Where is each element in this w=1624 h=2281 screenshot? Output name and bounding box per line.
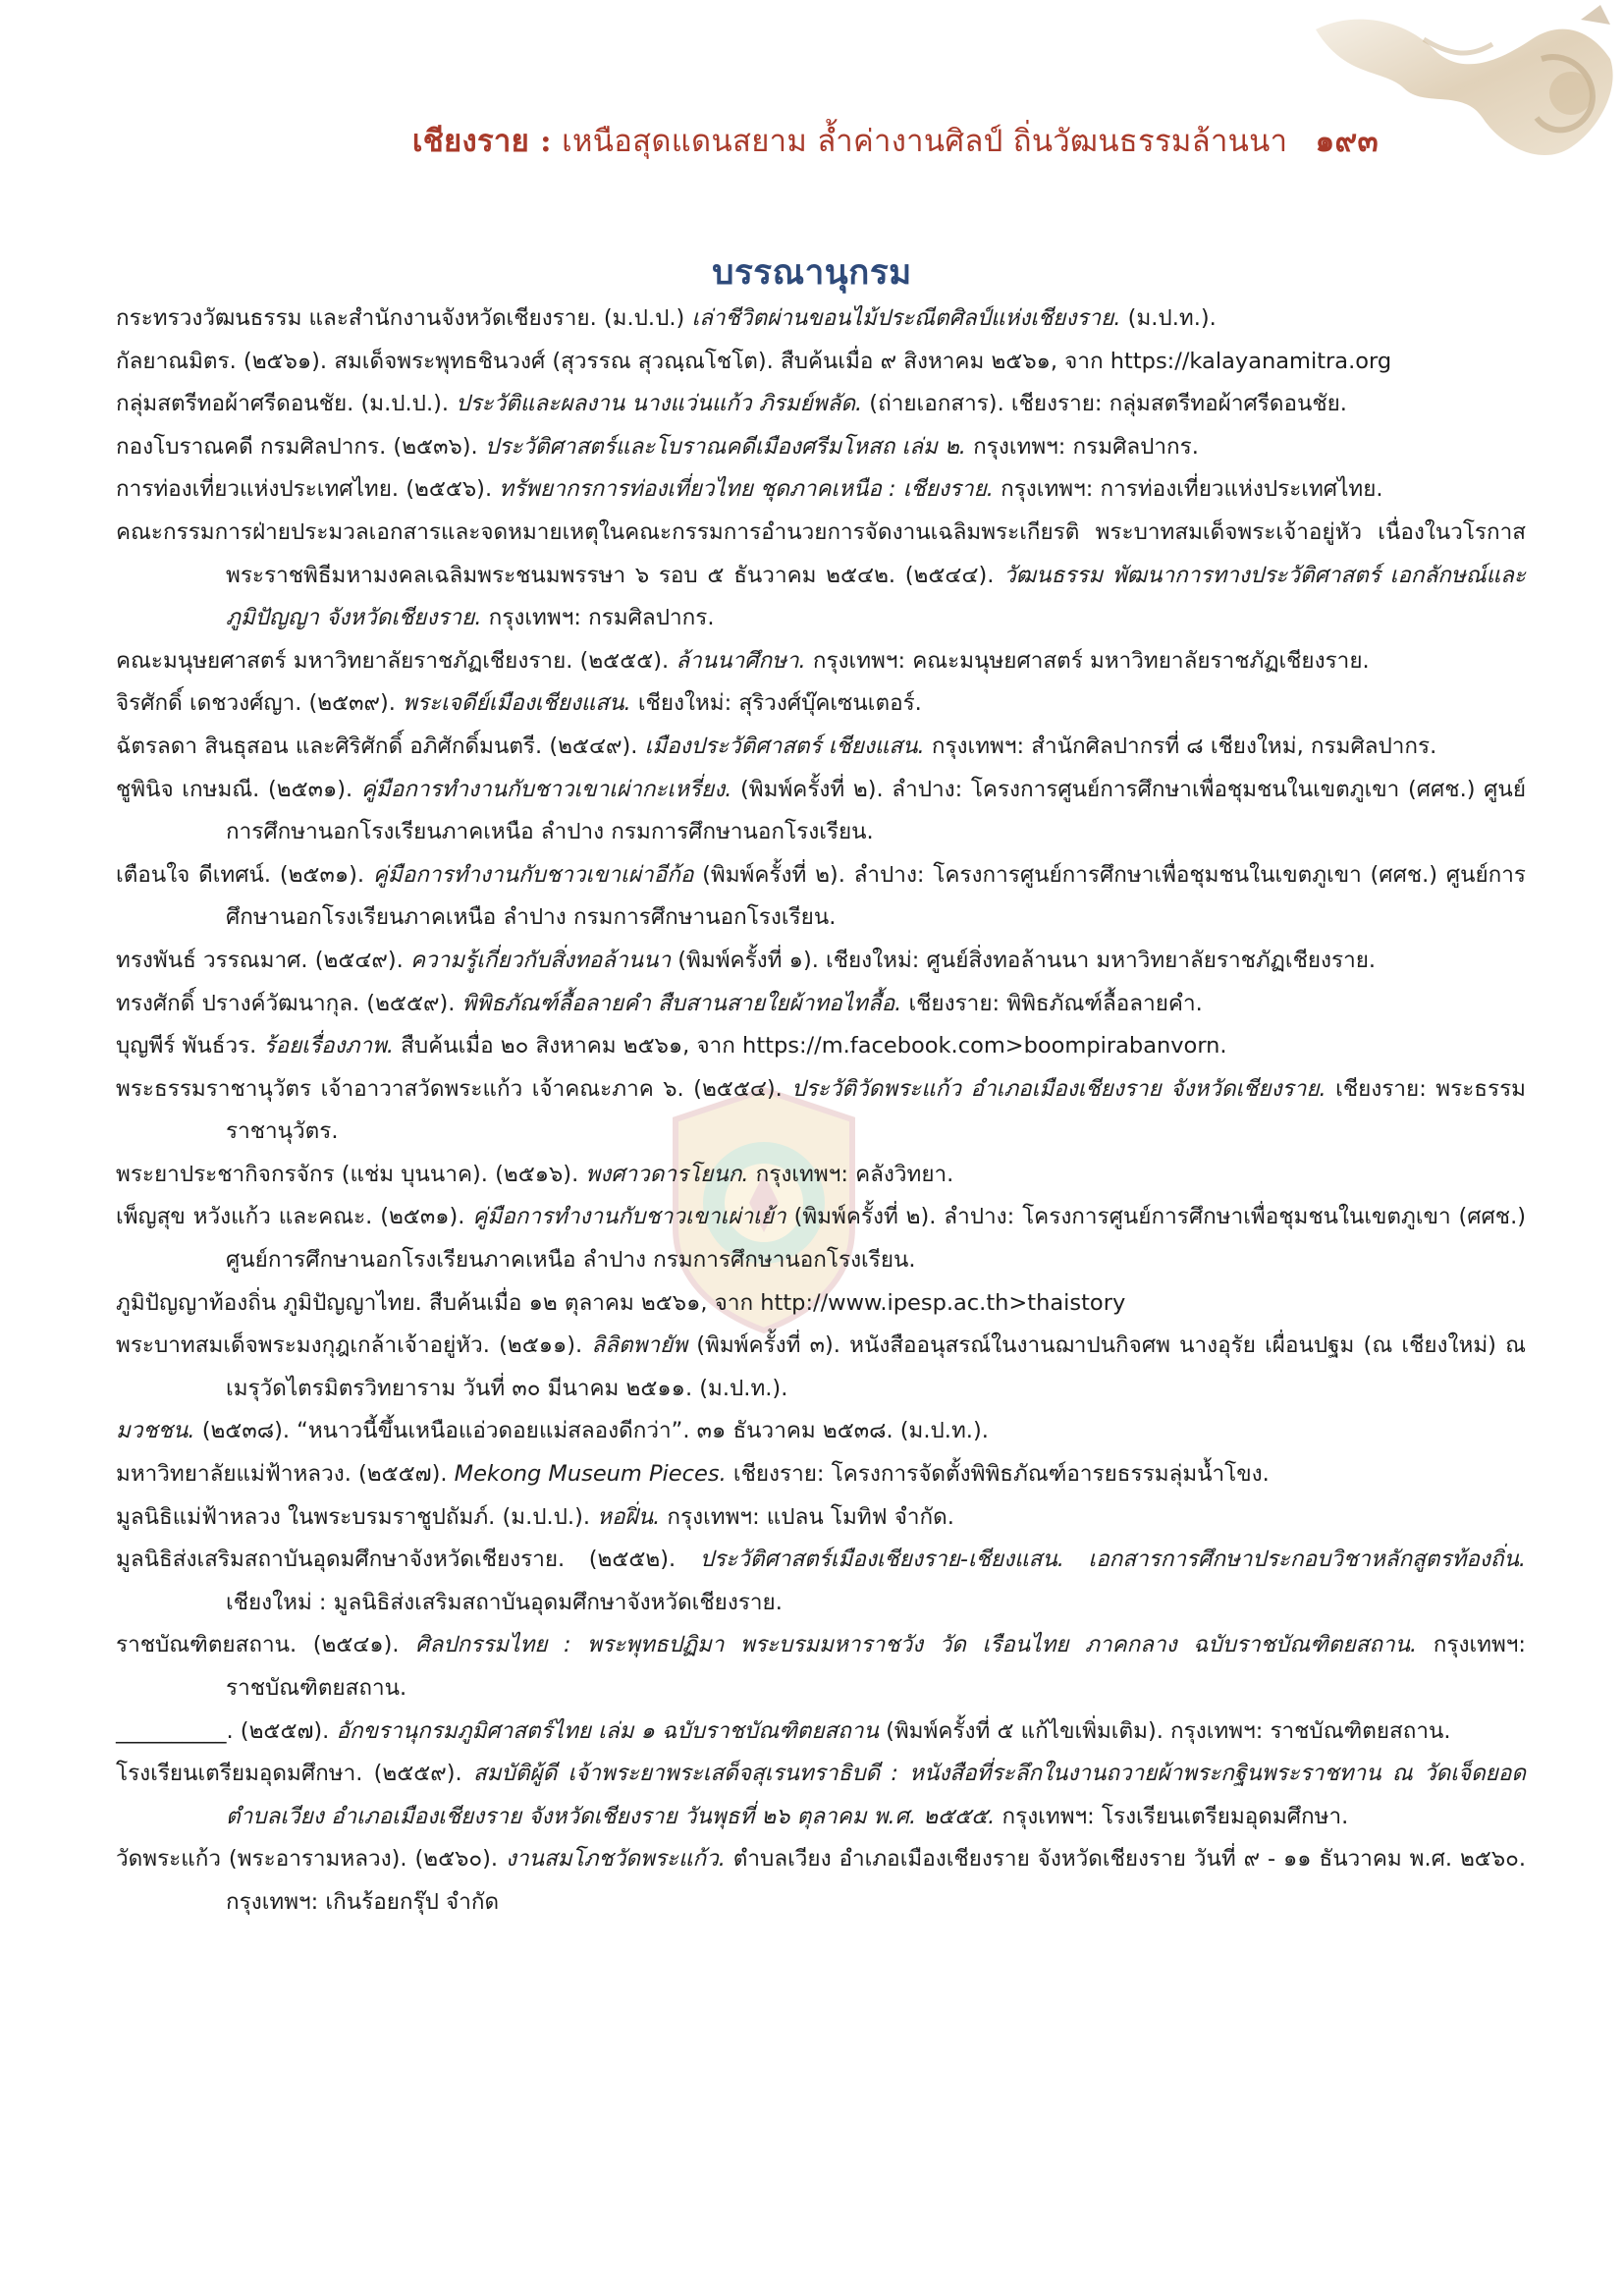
ref-text-after: (๒๕๓๘). “หนาวนี้ขึ้นเหนือแอ่วดอยแม่สลองดีกว่า”. ๓๑ ธันวาคม ๒๕๓๘. (ม.ป.ท.). xyxy=(194,1418,989,1444)
ref-text-after: กรุงเทพฯ: ราชบัณฑิตยสถาน. xyxy=(226,1632,1527,1701)
ref-text-after: ตำบลเวียง อำเภอเมืองเชียงราย จังหวัดเชียงราย วันที่ ๙ - ๑๑ ธันวาคม พ.ศ. ๒๕๖๐. กรุงเทพฯ: เกินร้อยกรุ๊ป จำกัด xyxy=(226,1846,1526,1915)
ref-text-after: เชียงใหม่: สุริวงศ์บุ๊คเซนเตอร์. xyxy=(630,690,922,717)
reference-entry xyxy=(116,726,1526,769)
ref-text: ราชบัณฑิตยสถาน. (๒๕๔๑). xyxy=(116,1632,416,1658)
ref-text: ชูพินิจ เกษมณี. (๒๕๓๑). xyxy=(116,776,361,802)
reference-entry xyxy=(116,1753,1526,1838)
ref-title: Mekong Museum Pieces. xyxy=(454,1461,727,1488)
ref-text-after: กรุงเทพฯ: กรมศิลปากร. xyxy=(481,605,715,631)
reference-entry xyxy=(116,1453,1526,1496)
ref-text-after: (พิมพ์ครั้งที่ ๒). ลำปาง: โครงการศูนย์การศึกษาเพื่อชุมชนในเขตภูเขา (ศศช.) ศูนย์การศึกษานอกโรงเรียนภาคเหนือ ลำปาง กรมการศึกษานอกโรงเรียน. xyxy=(226,861,1526,931)
ref-title: ประวัติวัดพระแก้ว อำเภอเมืองเชียงราย จังหวัดเชียงราย. xyxy=(791,1075,1326,1102)
ref-text: เพ็ญสุข หวังแก้ว และคณะ. (๒๕๓๑). xyxy=(116,1204,473,1230)
ref-text: __________. (๒๕๕๗). xyxy=(116,1717,337,1744)
ref-title: พระเจดีย์เมืองเชียงแสน. xyxy=(403,690,631,717)
ref-title: สมบัติผู้ดี เจ้าพระยาพระเสด็จสุเรนทราธิบดี : หนังสือที่ระลึกในงานถวายผ้าพระกฐินพระราชทาน ณ วัดเจ็ดยอด ตำบลเวียง อำเภอเมืองเชียงราย จังหวัดเชียงราย วันพุธที่ ๒๖ ตุลาคม พ.ศ. ๒๕๕๕. xyxy=(226,1761,1526,1829)
ref-text: ทรงศักดิ์ ปรางค์วัฒนากุล. (๒๕๕๙). xyxy=(116,990,462,1016)
ref-text: คณะกรรมการฝ่ายประมวลเอกสารและจดหมายเหตุในคณะกรรมการอำนวยการจัดงานเฉลิมพระเกียรติ พระบาทสมเด็จพระเจ้าอยู่หัว เนื่องในวโรกาสพระราชพิธีมหามงคลเฉลิมพระชนมพรรษา ๖ รอบ ๕ ธันวาคม ๒๕๔๒. (๒๕๔๔). xyxy=(116,518,1526,588)
ref-text-after: กรุงเทพฯ: แปลน โมทิฟ จำกัด. xyxy=(660,1503,954,1530)
reference-entry xyxy=(116,1539,1526,1624)
reference-entry xyxy=(116,1624,1526,1710)
ref-text-after: (พิมพ์ครั้งที่ ๓). หนังสืออนุสรณ์ในงานฌาปนกิจศพ นางอุรัย เผื่อนปฐม (ณ เชียงใหม่) ณ เมรุวัดไตรมิตรวิทยาราม วันที่ ๓๐ มีนาคม ๒๕๑๑. (ม.ป.ท.). xyxy=(226,1332,1526,1401)
ref-text-after: (ถ่ายเอกสาร). เชียงราย: กลุ่มสตรีทอผ้าศรีดอนชัย. xyxy=(862,391,1347,417)
reference-entry xyxy=(116,983,1526,1026)
reference-entry xyxy=(116,1282,1526,1326)
ref-text-after: สืบค้นเมื่อ ๒๐ สิงหาคม ๒๕๖๑, จาก https://m.facebook.com>boompirabanvorn. xyxy=(394,1033,1227,1059)
ref-text-after: (ม.ป.ท.). xyxy=(1120,305,1217,331)
ref-text: กลุ่มสตรีทอผ้าศรีดอนชัย. (ม.ป.ป.). xyxy=(116,391,457,417)
ref-text: มหาวิทยาลัยแม่ฟ้าหลวง. (๒๕๕๗). xyxy=(116,1461,455,1488)
ref-text: พระยาประชากิจกรจักร (แช่ม บุนนาค). (๒๕๑๖). xyxy=(116,1161,586,1187)
ref-text: วัดพระแก้ว (พระอารามหลวง). (๒๕๖๐). xyxy=(116,1846,506,1873)
reference-entry xyxy=(116,1410,1526,1453)
ref-text-after: เชียงราย: โครงการจัดตั้งพิพิธภัณฑ์อารยธรรมลุ่มน้ำโขง. xyxy=(726,1461,1270,1488)
reference-entry xyxy=(116,769,1526,854)
ref-text: เตือนใจ ดีเทศน์. (๒๕๓๑). xyxy=(116,861,373,888)
ref-text-after: (พิมพ์ครั้งที่ ๒). ลำปาง: โครงการศูนย์การศึกษาเพื่อชุมชนในเขตภูเขา (ศศช.) ศูนย์การศึกษานอกโรงเรียนภาคเหนือ ลำปาง กรมการศึกษานอกโรงเรียน. xyxy=(226,776,1527,845)
ref-title: เมืองประวัติศาสตร์ เชียงแสน. xyxy=(644,733,925,759)
ref-title: ประวัติศาสตร์เมืองเชียงราย-เชียงแสน. เอกสารการศึกษาประกอบวิชาหลักสูตรท้องถิ่น. xyxy=(699,1547,1526,1573)
reference-entry xyxy=(116,426,1526,469)
ref-title: ศิลปกรรมไทย : พระพุทธปฏิมา พระบรมมหาราชวัง วัด เรือนไทย ภาคกลาง ฉบับราชบัณฑิตยสถาน. xyxy=(415,1632,1418,1658)
reference-entry xyxy=(116,682,1526,726)
running-header xyxy=(412,116,1379,165)
reference-entry xyxy=(116,468,1526,512)
ref-title: ลิลิตพายัพ xyxy=(591,1332,688,1359)
ref-text-after: (พิมพ์ครั้งที่ ๑). เชียงใหม่: ศูนย์สิ่งทอล้านนา มหาวิทยาลัยราชภัฏเชียงราย. xyxy=(671,947,1377,973)
ref-text: กระทรวงวัฒนธรรม และสำนักงานจังหวัดเชียงราย. (ม.ป.ป.) xyxy=(116,305,692,331)
header-place: เชียงราย : xyxy=(411,124,552,159)
ref-text: กองโบราณคดี กรมศิลปากร. (๒๕๓๖). xyxy=(116,433,485,460)
ref-text: พระธรรมราชานุวัตร เจ้าอาวาสวัดพระแก้ว เจ้าคณะภาค ๖. (๒๕๕๔). xyxy=(116,1075,792,1102)
ref-text: พระบาทสมเด็จพระมงกุฎเกล้าเจ้าอยู่หัว. (๒๕๑๑). xyxy=(116,1332,592,1359)
ref-text: จิรศักดิ์ เดชวงศ์ญา. (๒๕๓๙). xyxy=(116,690,404,717)
reference-list xyxy=(116,298,1526,1925)
ref-text-after: เชียงราย: พระธรรมราชานุวัตร. xyxy=(226,1075,1527,1145)
ref-text-after: กรุงเทพฯ: คณะมนุษยศาสตร์ มหาวิทยาลัยราชภัฏเชียงราย. xyxy=(805,647,1370,674)
ref-text-after: กรุงเทพฯ: คลังวิทยา. xyxy=(748,1161,954,1187)
reference-entry xyxy=(116,383,1526,426)
ref-text: คณะมนุษยศาสตร์ มหาวิทยาลัยราชภัฏเชียงราย. (๒๕๕๕). xyxy=(116,647,677,674)
ref-text: ภูมิปัญญาท้องถิ่น ภูมิปัญญาไทย. สืบค้นเมื่อ ๑๒ ตุลาคม ๒๕๖๑, จาก http://www.ipesp.ac.th>thaistory xyxy=(116,1289,1126,1316)
ref-title: งานสมโภชวัดพระแก้ว. xyxy=(505,1846,726,1873)
ref-title: ประวัติและผลงาน นางแว่นแก้ว ภิรมย์พลัด. xyxy=(456,391,863,417)
ref-text: บุญพีร์ พันธ์วร. xyxy=(116,1033,264,1059)
header-subtitle: เหนือสุดแดนสยาม ล้ำค่างานศิลป์ ถิ่นวัฒนธรรมล้านนา xyxy=(562,124,1288,159)
ref-text: มูลนิธิแม่ฟ้าหลวง ในพระบรมราชูปถัมภ์. (ม.ป.ป.). xyxy=(116,1503,598,1530)
ref-text-after: เชียงราย: พิพิธภัณฑ์ลื้อลายคำ. xyxy=(901,990,1203,1016)
page-number: ๑๙๓ xyxy=(1315,124,1379,159)
ref-title: คู่มือการทำงานกับชาวเขาเผ่าอีก้อ xyxy=(372,861,694,888)
ref-text-after: กรุงเทพฯ: สำนักศิลปากรที่ ๘ เชียงใหม่, กรมศิลปากร. xyxy=(924,733,1437,759)
ref-text: ทรงพันธ์ วรรณมาศ. (๒๕๔๙). xyxy=(116,947,410,973)
reference-entry xyxy=(116,1196,1526,1281)
ref-text: ฉัตรลดา สินธุสอน และศิริศักดิ์ อภิศักดิ์มนตรี. (๒๕๔๙). xyxy=(116,733,645,759)
ref-title: ความรู้เกี่ยวกับสิ่งทอล้านนา xyxy=(409,947,672,973)
ref-title: พงศาวดารโยนก. xyxy=(585,1161,749,1187)
ref-text-after: เชียงใหม่ : มูลนิธิส่งเสริมสถาบันอุดมศึกษาจังหวัดเชียงราย. xyxy=(226,1589,783,1615)
ref-text-after: กรุงเทพฯ: กรมศิลปากร. xyxy=(965,433,1199,460)
ref-text: มูลนิธิส่งเสริมสถาบันอุดมศึกษาจังหวัดเชียงราย. (๒๕๕๒). xyxy=(116,1547,700,1573)
ref-title: ร้อยเรื่องภาพ. xyxy=(263,1033,395,1059)
reference-entry xyxy=(116,512,1526,640)
ref-title: เล่าชีวิตผ่านขอนไม้ประณีตศิลป์แห่งเชียงราย. xyxy=(691,305,1121,331)
reference-entry xyxy=(116,1154,1526,1197)
ref-title: คู่มือการทำงานกับชาวเขาเผ่ากะเหรี่ยง. xyxy=(360,776,732,802)
reference-entry xyxy=(116,640,1526,683)
ref-text-after: (พิมพ์ครั้งที่ ๕ แก้ไขเพิ่มเติม). กรุงเทพฯ: ราชบัณฑิตยสถาน. xyxy=(878,1717,1451,1744)
reference-entry xyxy=(116,1838,1526,1924)
ref-text: โรงเรียนเตรียมอุดมศึกษา. (๒๕๕๙). xyxy=(116,1761,473,1787)
ref-title: หอฝิ่น. xyxy=(597,1503,661,1530)
reference-entry xyxy=(116,1325,1526,1410)
reference-entry xyxy=(116,1025,1526,1068)
ref-title: วัฒนธรรม พัฒนาการทางประวัติศาสตร์ เอกลักษณ์และภูมิปัญญา จังหวัดเชียงราย. xyxy=(226,562,1526,631)
reference-entry xyxy=(116,940,1526,983)
ref-text-after: กรุงเทพฯ: โรงเรียนเตรียมอุดมศึกษา. xyxy=(995,1803,1349,1829)
ref-title: ทรัพยากรการท่องเที่ยวไทย ชุดภาคเหนือ : เชียงราย. xyxy=(499,476,994,503)
ref-title: ล้านนาศึกษา. xyxy=(676,647,806,674)
reference-entry xyxy=(116,1711,1526,1754)
reference-entry xyxy=(116,1068,1526,1154)
ref-text-after: กรุงเทพฯ: การท่องเที่ยวแห่งประเทศไทย. xyxy=(993,476,1383,503)
ref-text-after: (พิมพ์ครั้งที่ ๒). ลำปาง: โครงการศูนย์การศึกษาเพื่อชุมชนในเขตภูเขา (ศศช.) ศูนย์การศึกษานอกโรงเรียนภาคเหนือ ลำปาง กรมการศึกษานอกโรงเรียน. xyxy=(226,1204,1527,1274)
page-header xyxy=(0,0,1624,196)
page-title: บรรณานุกรม xyxy=(712,253,912,293)
ref-text: กัลยาณมิตร. (๒๕๖๑). สมเด็จพระพุทธชินวงศ์ (สุวรรณ สุวณฺณโชโต). สืบค้นเมื่อ ๙ สิงหาคม ๒๕๖๑, จาก https://kalayanamitra.org xyxy=(116,348,1392,374)
ref-text: การท่องเที่ยวแห่งประเทศไทย. (๒๕๕๖). xyxy=(116,476,500,503)
reference-entry xyxy=(116,854,1526,940)
reference-entry xyxy=(116,341,1526,384)
ref-title: คู่มือการทำงานกับชาวเขาเผ่าเย้า xyxy=(472,1204,786,1230)
reference-entry xyxy=(116,298,1526,341)
ref-title: อักขรานุกรมภูมิศาสตร์ไทย เล่ม ๑ ฉบับราชบัณฑิตยสถาน xyxy=(336,1717,879,1744)
reference-entry xyxy=(116,1496,1526,1540)
ref-title: มวชชน. xyxy=(116,1418,195,1444)
ref-title: พิพิธภัณฑ์ลื้อลายคำ สืบสานสายใยผ้าทอไทลื้อ. xyxy=(461,990,902,1016)
ref-title: ประวัติศาสตร์และโบราณคดีเมืองศรีมโหสถ เล่ม ๒. xyxy=(484,433,966,460)
